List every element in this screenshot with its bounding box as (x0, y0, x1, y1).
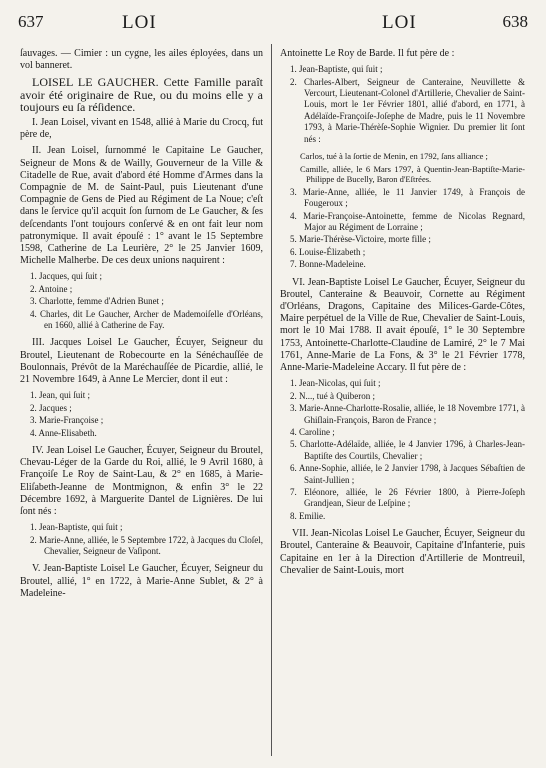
list-item: 4. Marie-Françoise-Antoinette, femme de Nicolas Regnard, Major au Régiment de Lorraine ; (290, 210, 525, 233)
list-item: 6. Louise-Élizabeth ; (290, 246, 366, 257)
continuation-text: ſauvages. — Cimier : un cygne, les ailes éployées, dans un vol banneret. (20, 48, 263, 72)
continuation-text: Antoinette Le Roy de Barde. Il fut père de : (280, 48, 455, 59)
list-item: 5. Marie-Thérèse-Victoire, morte fille ; (290, 234, 431, 245)
list-item: 6. Anne-Sophie, alliée, le 2 Janvier 1798, à Jacques Sébaſtien de Saint-Jullien ; (290, 463, 525, 485)
list-item: 1. Jean-Baptiste, qui ſuit ; (30, 522, 123, 533)
list-item: 1. Jacques, qui ſuit ; (30, 271, 102, 282)
running-head-left: LOI (122, 12, 157, 33)
list-item: 7. Eléonore, alliée, le 26 Février 1800, à Pierre-Joſeph Grandjean, Sieur de Leſpine ; (290, 486, 525, 509)
list-item: 2. Jacques ; (30, 402, 72, 413)
children-list (280, 187, 525, 271)
list-item: 2. Charles-Albert, Seigneur de Canteraine, Neuvillette & Vercourt, Lieutenant-Colonel d'Artillerie, Chevalier de Saint-Louis, mort le 1er Février 1801, allié d'abord, en 1771, à Adélaïde-Françoiſe-Joſephe de Madre, puis le 11 Novembre 1793, à Marie-Thérèſe-Sophie Wignier. Du premier lit ſont nés : (290, 76, 525, 144)
list-item: 5. Charlotte-Adélaïde, alliée, le 4 Janvier 1796, à Charles-Jean-Baptiſte des Courtils, Chevalier ; (290, 439, 525, 461)
list-item: 3. Marie-Françoise ; (30, 415, 104, 426)
list-item: 2. N..., tué à Quiberon ; (290, 390, 375, 401)
list-item: 3. Charlotte, femme d'Adrien Bunet ; (30, 296, 164, 307)
generation-paragraph: II. Jean Loisel, ſurnommé le Capitaine Le Gaucher, Seigneur de Mons & de Wailly, Gouverneur de la Ville & Citadelle de Rue, avait d'abord été Homme d'Armes dans la Compagnie de M. de Saint-Paul, puis Lieutenant d'une Compagnie de Gens de Pied au Régiment de La Noue; c'eſt dans le ſervice qu'il acquit ſon ſurnom de Le Gaucher, & ſes deſcendants l'ont toujours conſervé & en ont fait leur nom patronymique. Il avait épouſé : 1° avant le 15 Septembre 1598, Catherine de La Leurière, 2° le 25 Janvier 1609, Michelle Malherbe. De ces deux unions naquirent : (20, 145, 263, 267)
entry-heading: LOISEL LE GAUCHER. Cette Famille paraît avoir été originaire de Rue, ou du moins elle y a toujours eu ſa réſidence. (20, 75, 263, 114)
children-list (280, 64, 525, 145)
left-column (20, 48, 263, 604)
generation-paragraph: V. Jean-Baptiste Loisel Le Gaucher, Écuyer, Seigneur du Broutel, allié, 1° en 1722, à Marie-Anne Sublet, & 2° à Madeleine- (20, 563, 263, 599)
list-item: 4. Caroline ; (290, 426, 335, 437)
generation-paragraph: VI. Jean-Baptiste Loisel Le Gaucher, Écuyer, Seigneur du Broutel, Canteraine & Beauvoir, Cornette au Régiment d'Orléans, Dragons, Capitaine des Milices-Garde-Côtes, Maire perpétuel de la Ville de Rue, Chevalier de Saint-Louis, mort le 10 Mai 1788. Il avait épouſé, 1° le 30 Septembre 1753, Antoinette-Charlotte-Claudine de Lamiré, 2° le 7 Mai 1761, Anne-Marie de La Fons, & 3° le 21 Février 1778, Anne-Marie-Madeleine Accary. Il fut père de : (280, 276, 525, 374)
list-item: 1. Jean, qui ſuit ; (30, 390, 90, 401)
sub-list-item: Carlos, tué à la ſortie de Menin, en 1792, ſans alliance ; (300, 151, 488, 162)
page-number-left: 637 (18, 12, 44, 31)
list-item: 8. Emilie. (290, 510, 326, 521)
list-item: 3. Marie-Anne, alliée, le 11 Janvier 1749, à François de Fougeroux ; (290, 186, 525, 209)
generation-paragraph: VII. Jean-Nicolas Loisel Le Gaucher, Écuyer, Seigneur du Broutel, Canteraine & Beauvoir, Capitaine d'Infanterie, puis Capitaine en 1er à la Direction d'Artillerie de Montreuil, Chevalier de Saint-Louis, mort (280, 528, 525, 576)
children-list (20, 522, 263, 557)
page-number-right: 638 (502, 12, 528, 31)
list-item: 2. Marie-Anne, alliée, le 5 Septembre 1722, à Jacques du Cloſel, Chevalier, Seigneur de Vaſipont. (30, 534, 263, 556)
generation-paragraph: IV. Jean Loisel Le Gaucher, Écuyer, Seigneur du Broutel, Chevau-Léger de la Garde du Roi, allié, le 9 Avril 1680, à Françoiſe Le Roy de Saint-Lau, & 2° en 1685, à Marie-Eliſabeth-Jeanne de Montmignon, & enfin 3° le 22 Décembre 1692, à Marguerite Dantel de Lignières. De lui ſont nés : (20, 444, 263, 517)
children-list (280, 378, 525, 522)
list-item: 4. Charles, dit Le Gaucher, Archer de Mademoiſelle d'Orléans, en 1660, allié à Catherine de Fay. (30, 308, 263, 331)
list-item: 7. Bonne-Madeleine. (290, 259, 366, 270)
column-divider (271, 44, 272, 756)
running-head-right: LOI (382, 12, 417, 33)
list-item: 1. Jean-Baptiste, qui ſuit ; (290, 64, 383, 75)
right-column (280, 48, 525, 581)
children-list (20, 271, 263, 331)
list-item: 4. Anne-Elisabeth. (30, 427, 97, 438)
sub-list-item: Camille, alliée, le 6 Mars 1797, à Quentin-Jean-Baptiſte-Marie-Philippe de Bucelly, Baron d'Eſtrées. (300, 163, 525, 185)
list-item: 3. Marie-Anne-Charlotte-Rosalie, alliée, le 18 Novembre 1771, à Ghiſlain-François, Baron de France ; (290, 403, 525, 425)
list-item: 1. Jean-Nicolas, qui ſuit ; (290, 378, 381, 389)
children-list (20, 390, 263, 439)
generation-paragraph: III. Jacques Loisel Le Gaucher, Écuyer, Seigneur du Broutel, Lieutenant de Robecourte en la Sénéchauſſée de Boulonnais, Prévôt de la Maréchauſſée de Picardie, allié, le 21 Novembre 1649, à Anne Le Mercier, dont il eut : (20, 337, 263, 386)
generation-paragraph: I. Jean Loisel, vivant en 1548, allié à Marie du Crocq, fut père de, (20, 117, 263, 141)
list-item: 2. Antoine ; (30, 283, 73, 294)
